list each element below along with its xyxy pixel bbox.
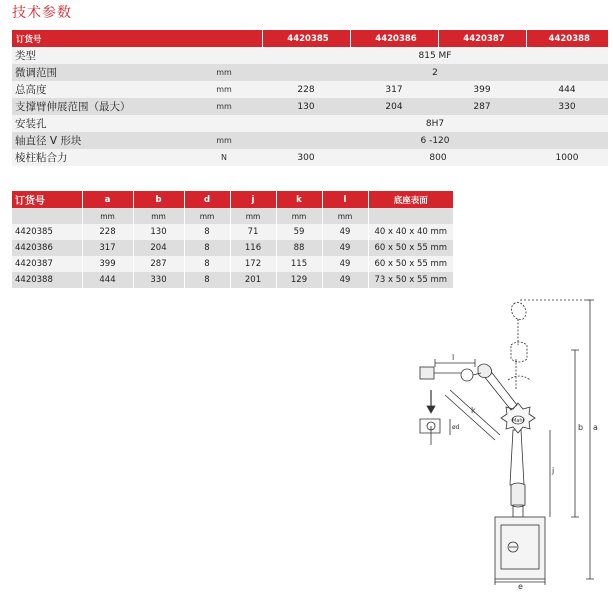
dims-header-cell: l [322,191,368,208]
specs-row-shaft-diameter [12,132,608,149]
specs-value: 399 [438,81,526,98]
dim-label-k: k [471,406,476,415]
dims-cell: 8 [184,272,230,288]
specs-label: 类型 [12,47,186,64]
specs-label: 微调范围 [12,64,186,81]
specs-unit [186,115,262,132]
brand-label: Mahr [512,418,525,424]
page-title: 技术参数 [12,5,72,21]
dims-cell: 228 [82,224,133,240]
dims-cell: 8 [184,256,230,272]
specs-label: 棱柱粘合力 [12,149,186,166]
specs-header-col: 4420385 [262,30,350,47]
dims-cell: 49 [322,240,368,256]
dims-cell: 317 [82,240,133,256]
table-row [12,240,453,256]
dims-order-no: 4420388 [12,272,82,288]
specs-value: 444 [526,81,608,98]
dims-cell: 59 [276,224,322,240]
specs-value: 130 [262,98,350,115]
dims-header-cell: j [230,191,276,208]
dims-cell: 204 [133,240,184,256]
specs-value: 800 [350,149,526,166]
specs-value: 8H7 [262,115,608,132]
dims-units-row [12,208,453,224]
dims-cell: 49 [322,224,368,240]
specs-value: 228 [262,81,350,98]
specs-value: 330 [526,98,608,115]
dims-cell: 49 [322,272,368,288]
dims-unit-cell [12,208,82,224]
column [510,430,524,485]
dims-header-cell: b [133,191,184,208]
dims-cell: 287 [133,256,184,272]
dims-cell: 60 x 50 x 55 mm [368,240,453,256]
specs-value: 317 [350,81,438,98]
table-row [12,256,453,272]
specs-label: 支撑臂伸展范围（最大） [12,98,186,115]
dims-cell: 130 [133,224,184,240]
extended-arm-outline [508,302,530,390]
dims-cell: 60 x 50 x 55 mm [368,256,453,272]
specs-unit [186,47,262,64]
dim-label-d: ød [452,424,460,431]
dims-header-cell: 底座表面 [368,191,453,208]
dims-cell: 129 [276,272,322,288]
specs-row-arm-reach [12,98,608,115]
dim-label-l: l [452,353,455,362]
dims-cell: 8 [184,224,230,240]
dims-unit-cell: mm [133,208,184,224]
dims-header-cell: d [184,191,230,208]
dim-label-j: j [552,466,555,475]
dim-label-b: b [578,423,584,432]
dims-unit-cell [368,208,453,224]
specs-value: 815 MF [262,47,608,64]
dims-unit-cell: mm [276,208,322,224]
dims-unit-cell: mm [82,208,133,224]
dims-cell: 330 [133,272,184,288]
dims-cell: 8 [184,240,230,256]
dims-order-no: 4420385 [12,224,82,240]
dims-cell: 73 x 50 x 55 mm [368,272,453,288]
specs-label: 安装孔 [12,115,186,132]
dims-unit-cell: mm [230,208,276,224]
dims-cell: 88 [276,240,322,256]
dims-header-row [12,191,453,208]
specs-row-total-height [12,81,608,98]
specs-unit: mm [186,64,262,81]
specs-unit: mm [186,81,262,98]
specs-unit: N [186,149,262,166]
dims-cell: 399 [82,256,133,272]
specs-header-order-no: 订货号 [12,30,186,47]
specs-header-col: 4420386 [350,30,438,47]
dims-cell: 71 [230,224,276,240]
dims-cell: 49 [322,256,368,272]
dim-label-a: a [593,423,598,432]
specs-row-fine-adjust [12,64,608,81]
specs-label: 总高度 [12,81,186,98]
specs-header-col: 4420387 [438,30,526,47]
specs-value: 6 -120 [262,132,608,149]
dims-header-cell: a [82,191,133,208]
dims-cell: 40 x 40 x 40 mm [368,224,453,240]
dims-unit-cell: mm [184,208,230,224]
dimensions-table [12,191,453,288]
dims-order-no: 4420387 [12,256,82,272]
dims-order-no: 4420386 [12,240,82,256]
dim-label-e: e [518,582,523,590]
table-row [12,224,453,240]
dims-cell: 201 [230,272,276,288]
specs-row-holding-force [12,149,608,166]
specs-row-mounting-hole [12,115,608,132]
dims-cell: 116 [230,240,276,256]
dims-header-cell: k [276,191,322,208]
specs-value: 1000 [526,149,608,166]
dims-cell: 115 [276,256,322,272]
specs-unit: mm [186,132,262,149]
table-row [12,272,453,288]
specs-value: 287 [438,98,526,115]
dims-cell: 172 [230,256,276,272]
specs-value: 300 [262,149,350,166]
specs-label: 轴直径 V 形块 [12,132,186,149]
dims-cell: 444 [82,272,133,288]
specs-unit: mm [186,98,262,115]
specs-header-row [12,30,608,47]
dims-header-cell: 订货号 [12,191,82,208]
probe-holder [420,419,440,433]
specs-row-type [12,47,608,64]
specs-header-col: 4420388 [526,30,608,47]
dims-unit-cell: mm [322,208,368,224]
technical-drawing [405,295,610,590]
magnetic-base [495,517,545,579]
specs-table [12,30,608,166]
specs-value: 2 [262,64,608,81]
clamp-head [420,367,434,379]
specs-value: 204 [350,98,438,115]
